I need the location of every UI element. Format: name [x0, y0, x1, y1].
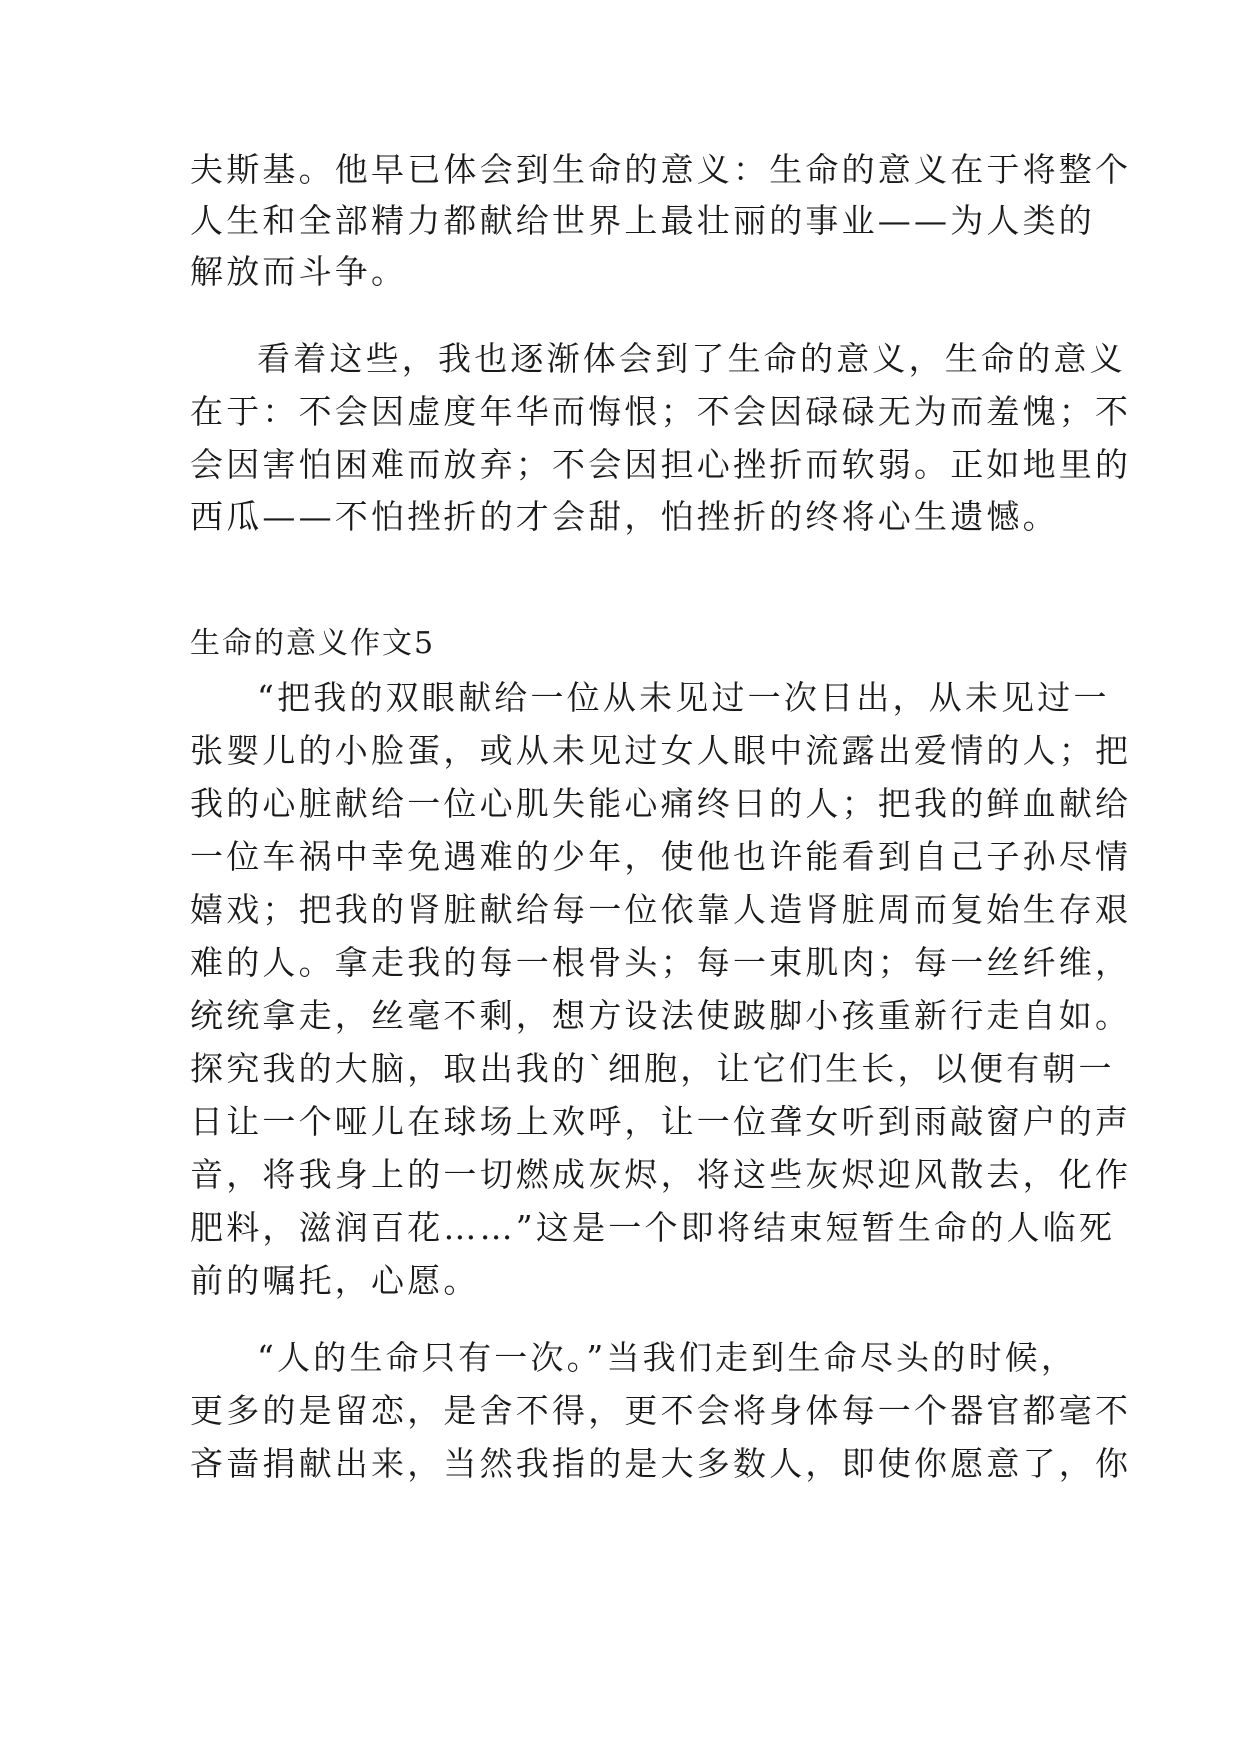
paragraph-line: 在于：不会因虚度年华而悔恨；不会因碌碌无为而羞愧；不 — [190, 392, 1132, 431]
section-heading: 生命的意义作文5 — [190, 626, 436, 661]
paragraph-line: 难的人。拿走我的每一根骨头；每一束肌肉；每一丝纤维， — [190, 943, 1132, 982]
paragraph-line: 探究我的大脑，取出我的`细胞，让它们生长，以便有朝一 — [190, 1049, 1115, 1088]
paragraph-line: “人的生命只有一次。”当我们走到生命尽头的时候， — [257, 1338, 1078, 1377]
paragraph-line: 会因害怕困难而放弃；不会因担心挫折而软弱。正如地里的 — [190, 445, 1132, 484]
paragraph-line: 前的嘱托，心愿。 — [190, 1261, 480, 1300]
paragraph-line: 嬉戏；把我的肾脏献给每一位依靠人造肾脏周而复始生存艰 — [190, 890, 1132, 929]
paragraph-line: 人生和全部精力都献给世界上最壮丽的事业——为人类的 — [190, 201, 1095, 240]
paragraph-line: 夫斯基。他早已体会到生命的意义：生命的意义在于将整个 — [190, 150, 1132, 189]
paragraph-line: 我的心脏献给一位心肌失能心痛终日的人；把我的鲜血献给 — [190, 784, 1132, 823]
paragraph-line: 日让一个哑儿在球场上欢呼，让一位聋女听到雨敲窗户的声 — [190, 1102, 1132, 1141]
paragraph-line: 西瓜——不怕挫折的才会甜，怕挫折的终将心生遗憾。 — [190, 497, 1059, 536]
paragraph-line: 看着这些，我也逐渐体会到了生命的意义，生命的意义 — [257, 339, 1126, 378]
paragraph-line: 解放而斗争。 — [190, 252, 408, 291]
paragraph-line: 更多的是留恋，是舍不得，更不会将身体每一个器官都毫不 — [190, 1391, 1132, 1430]
paragraph-line: 一位车祸中幸免遇难的少年，使他也许能看到自己子孙尽情 — [190, 837, 1132, 876]
paragraph-line: 吝啬捐献出来，当然我指的是大多数人，即使你愿意了，你 — [190, 1444, 1132, 1483]
paragraph-line: “把我的双眼献给一位从未见过一次日出，从未见过一 — [257, 678, 1110, 717]
paragraph-line: 音，将我身上的一切燃成灰烬，将这些灰烬迎风散去，化作 — [190, 1155, 1132, 1194]
paragraph-line: 张婴儿的小脸蛋，或从未见过女人眼中流露出爱情的人；把 — [190, 731, 1132, 770]
paragraph-line: 肥料，滋润百花……”这是一个即将结束短暂生命的人临死 — [190, 1208, 1116, 1247]
paragraph-line: 统统拿走，丝毫不剩，想方设法使跛脚小孩重新行走自如。 — [190, 996, 1132, 1035]
